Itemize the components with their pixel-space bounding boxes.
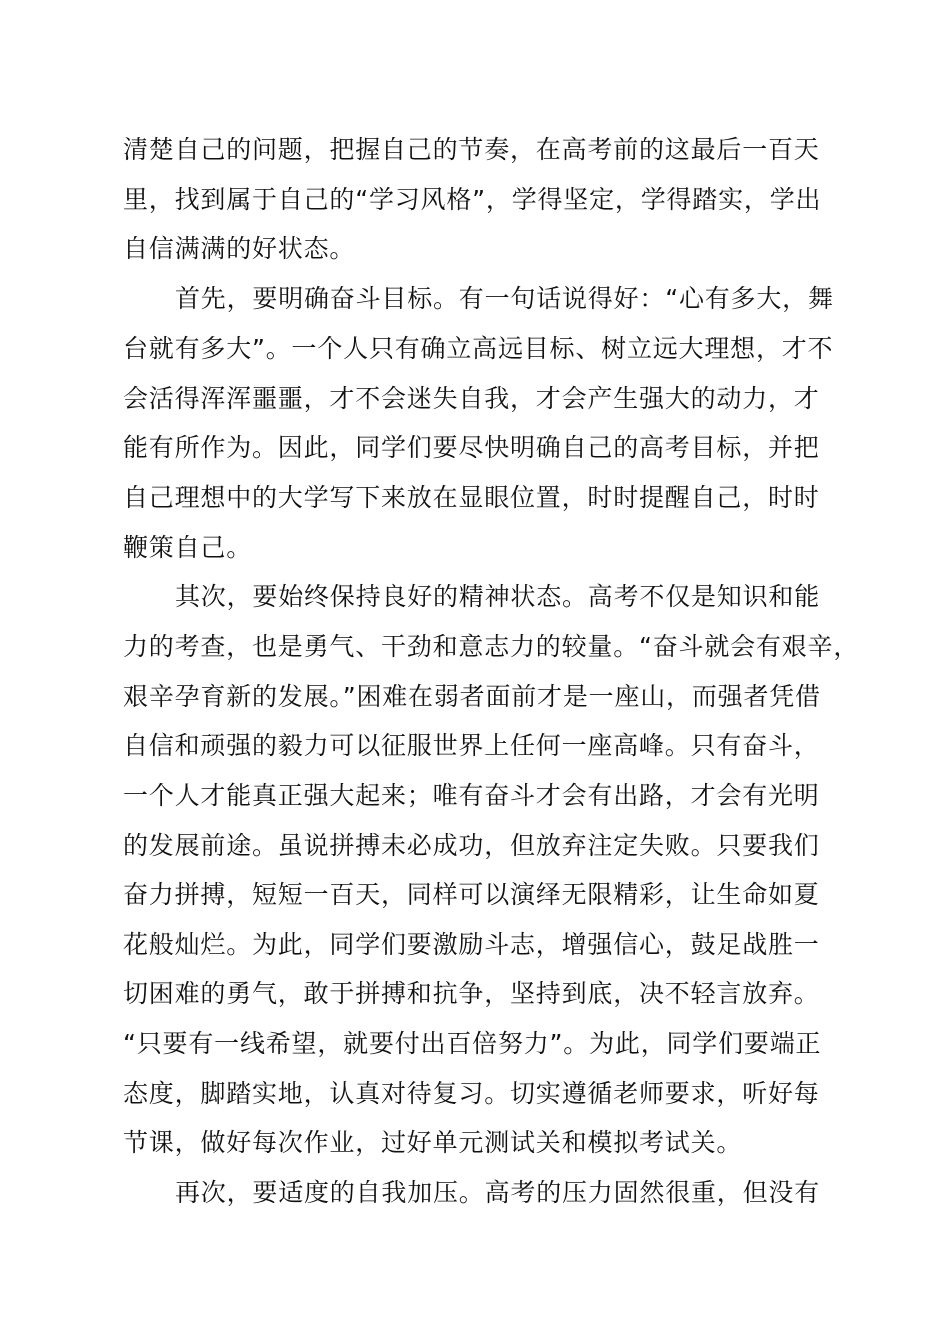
text-line: 奋力拼搏，短短一百天，同样可以演绎无限精彩，让生命如夏 (123, 880, 820, 909)
text-line: 节课，做好每次作业，过好单元测试关和模拟考试关。 (123, 1128, 743, 1157)
text-line: 能有所作为。因此，同学们要尽快明确自己的高考目标，并把 (123, 433, 820, 462)
text-line: “只要有一线希望，就要付出百倍努力”。为此，同学们要端正 (123, 1029, 822, 1058)
text-line: 的发展前途。虽说拼搏未必成功，但放弃注定失败。只要我们 (123, 831, 820, 860)
text-line: 台就有多大”。一个人只有确立高远目标、树立远大理想，才不 (123, 334, 834, 363)
text-line: 艰辛孕育新的发展。”困难在弱者面前才是一座山，而强者凭借 (123, 682, 821, 711)
text-line: 切困难的勇气，敢于拼搏和抗争，坚持到底，决不轻言放弃。 (123, 979, 820, 1008)
text-line: 清楚自己的问题，把握自己的节奏，在高考前的这最后一百天 (123, 135, 820, 164)
text-line: 鞭策自己。 (123, 533, 253, 562)
text-line: 花般灿烂。为此，同学们要激励斗志，增强信心，鼓足战胜一 (123, 930, 820, 959)
paragraph-start-line: 再次，要适度的自我加压。高考的压力固然很重，但没有 (175, 1178, 821, 1207)
paragraph-start-line: 首先，要明确奋斗目标。有一句话说得好：“心有多大，舞 (175, 284, 834, 313)
text-line: 自信和顽强的毅力可以征服世界上任何一座高峰。只有奋斗， (123, 731, 820, 760)
text-line: 态度，脚踏实地，认真对待复习。切实遵循老师要求，听好每 (123, 1079, 820, 1108)
text-line: 自信满满的好状态。 (123, 234, 356, 263)
text-line: 一个人才能真正强大起来；唯有奋斗才会有出路，才会有光明 (123, 781, 820, 810)
text-line: 自己理想中的大学写下来放在显眼位置，时时提醒自己，时时 (123, 483, 820, 512)
text-line: 里，找到属于自己的“学习风格”，学得坚定，学得踏实，学出 (123, 185, 822, 214)
text-line: 力的考查，也是勇气、干劲和意志力的较量。“奋斗就会有艰辛， (123, 632, 860, 661)
text-line: 会活得浑浑噩噩，才不会迷失自我，才会产生强大的动力，才 (123, 384, 820, 413)
paragraph-start-line: 其次，要始终保持良好的精神状态。高考不仅是知识和能 (175, 582, 821, 611)
